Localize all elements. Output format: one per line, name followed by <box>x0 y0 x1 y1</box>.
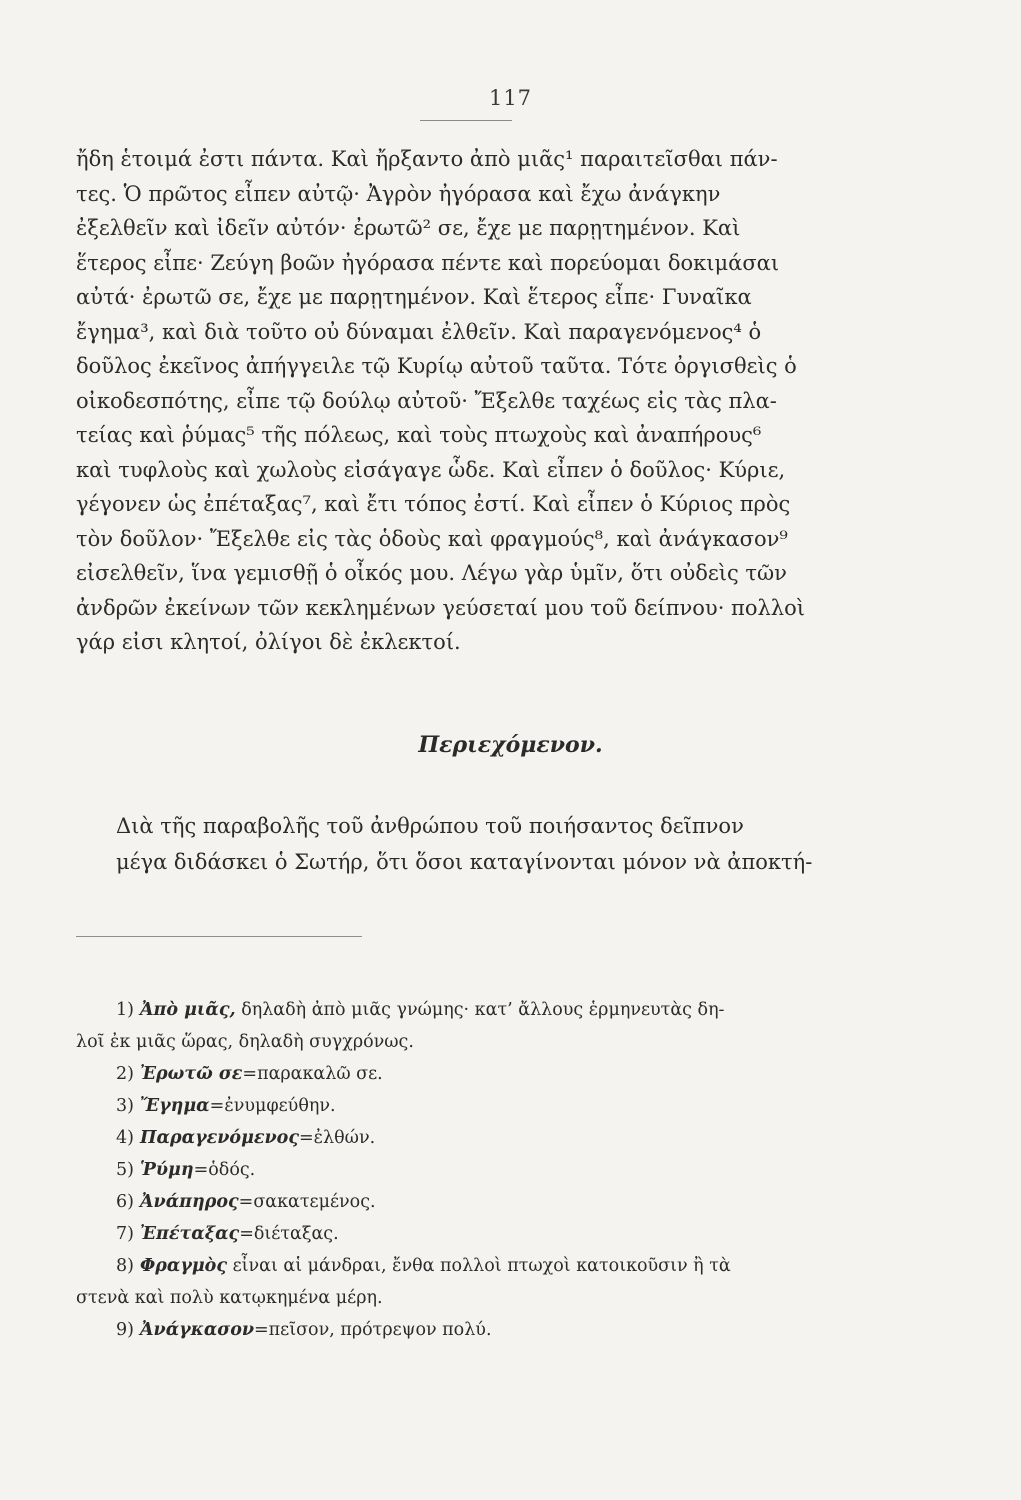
text-line: γάρ εἰσι κλητοί, ὀλίγοι δὲ ἐκλεκτοί. <box>76 630 461 654</box>
footnote-text: =ἐλθών. <box>299 1128 376 1148</box>
footnotes <box>76 994 876 1346</box>
footnote-5 <box>76 1154 876 1186</box>
footnote-1 <box>76 994 876 1026</box>
footnote-6 <box>76 1186 876 1218</box>
text-line: ἕτερος εἶπε· Ζεύγη βοῶν ἠγόρασα πέντε καὶ πορεύομαι δοκιμάσαι <box>76 250 780 275</box>
text-line: τες. Ὁ πρῶτος εἶπεν αὐτῷ· Ἀγρὸν ἠγόρασα καὶ ἔχω ἀνάγκην <box>76 181 721 206</box>
footnote-number: 9) <box>116 1320 134 1340</box>
text-line: οἰκοδεσπότης, εἶπε τῷ δούλῳ αὐτοῦ· Ἔξελθε ταχέως εἰς τὰς πλα- <box>76 388 777 413</box>
summary-line: μέγα διδάσκει ὁ Σωτήρ, ὅτι ὅσοι καταγίνονται μόνον νὰ ἀποκτή- <box>116 850 813 874</box>
footnote-number: 1) <box>116 1000 134 1020</box>
footnote-7 <box>76 1218 876 1250</box>
footnote-number: 5) <box>116 1160 134 1180</box>
footnote-term: Ἀνάγκασον <box>139 1320 255 1340</box>
footnote-number: 7) <box>116 1224 134 1244</box>
text-line: δοῦλος ἐκεῖνος ἀπήγγειλε τῷ Κυρίῳ αὐτοῦ ταῦτα. Τότε ὀργισθεὶς ὁ <box>76 354 797 378</box>
footnote-number: 3) <box>116 1096 134 1116</box>
footnote-term: Ἔγημα <box>139 1096 210 1116</box>
footnote-number: 8) <box>116 1256 134 1276</box>
footnote-text: =πεῖσον, πρότρεψον πολύ. <box>254 1320 492 1340</box>
text-line: εἰσελθεῖν, ἵνα γεμισθῇ ὁ οἶκός μου. Λέγω γὰρ ὑμῖν, ὅτι οὐδεὶς τῶν <box>76 561 787 585</box>
footnote-term: Ἐρωτῶ σε <box>139 1064 243 1084</box>
footnote-1-continuation: λοῖ ἐκ μιᾶς ὥρας, δηλαδὴ συγχρόνως. <box>76 1032 414 1052</box>
text-line: καὶ τυφλοὺς καὶ χωλοὺς εἰσάγαγε ὧδε. Καὶ εἶπεν ὁ δοῦλος· Κύριε, <box>76 457 786 482</box>
summary-text <box>116 808 876 880</box>
footnote-text: δηλαδὴ ἀπὸ μιᾶς γνώμης· κατ’ ἄλλους ἑρμηνευτὰς δη- <box>235 1000 725 1020</box>
footnote-term: Ῥύμη <box>139 1160 194 1180</box>
footnote-8 <box>76 1250 876 1282</box>
footnote-number: 6) <box>116 1192 134 1212</box>
page-number-rule <box>420 120 512 121</box>
footnote-number: 4) <box>116 1128 134 1148</box>
footnote-3 <box>76 1090 876 1122</box>
footnote-term: Ἐπέταξας <box>139 1224 240 1244</box>
footnote-text: εἶναι αἱ μάνδραι, ἔνθα πολλοὶ πτωχοὶ κατοικοῦσιν ἢ τὰ <box>227 1256 731 1276</box>
section-title: Περιεχόμενον. <box>418 732 603 758</box>
footnote-text: =ἐνυμφεύθην. <box>209 1096 336 1116</box>
footnote-term: Παραγενόμενος <box>139 1128 299 1148</box>
footnote-text: =παρακαλῶ σε. <box>242 1064 383 1084</box>
text-line: ἤδη ἑτοιμά ἐστι πάντα. Καὶ ἤρξαντο ἀπὸ μιᾶς¹ παραιτεῖσθαι πάν- <box>76 147 778 171</box>
text-line: ἔγημα³, καὶ διὰ τοῦτο οὐ δύναμαι ἐλθεῖν. Καὶ παραγενόμενος⁴ ὁ <box>76 319 762 344</box>
footnote-9 <box>76 1314 876 1346</box>
main-text <box>76 142 876 660</box>
summary-line: Διὰ τῆς παραβολῆς τοῦ ἀνθρώπου τοῦ ποιήσαντος δεῖπνον <box>116 814 744 838</box>
footnote-term: Ἀνάπηρος <box>139 1192 239 1212</box>
text-line: ἀνδρῶν ἐκείνων τῶν κεκλημένων γεύσεταί μου τοῦ δείπνου· πολλοὶ <box>76 595 805 620</box>
footnote-text: =ὁδός. <box>193 1160 256 1180</box>
footnote-term: Ἀπὸ μιᾶς, <box>139 1000 236 1020</box>
footnote-text: =σακατεμένος. <box>238 1192 376 1212</box>
footnote-term: Φραγμὸς <box>139 1256 228 1276</box>
footnote-text: =διέταξας. <box>239 1224 339 1244</box>
footnote-divider <box>76 936 362 937</box>
footnote-4 <box>76 1122 876 1154</box>
text-line: ἐξελθεῖν καὶ ἰδεῖν αὐτόν· ἐρωτῶ² σε, ἔχε με παρῃτημένον. Καὶ <box>76 216 741 240</box>
footnote-8-continuation: στενὰ καὶ πολὺ κατῳκημένα μέρη. <box>76 1288 383 1308</box>
text-line: αὐτά· ἐρωτῶ σε, ἔχε με παρῃτημένον. Καὶ ἕτερος εἶπε· Γυναῖκα <box>76 285 752 309</box>
text-line: γέγονεν ὡς ἐπέταξας⁷, καὶ ἔτι τόπος ἐστί. Καὶ εἶπεν ὁ Κύριος πρὸς <box>76 492 791 516</box>
footnote-number: 2) <box>116 1064 134 1084</box>
text-line: τείας καὶ ῥύμας⁵ τῆς πόλεως, καὶ τοὺς πτωχοὺς καὶ ἀναπήρους⁶ <box>76 423 762 447</box>
text-line: τὸν δοῦλον· Ἔξελθε εἰς τὰς ὁδοὺς καὶ φραγμούς⁸, καὶ ἀνάγκασον⁹ <box>76 526 788 551</box>
page-number: 117 <box>488 86 533 110</box>
footnote-2 <box>76 1058 876 1090</box>
